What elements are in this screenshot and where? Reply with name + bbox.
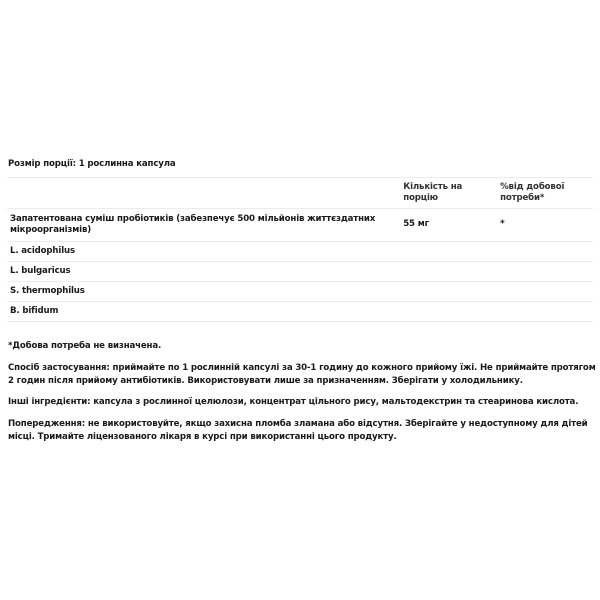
ingredient-name: S. thermophilus [10, 285, 85, 296]
ingredient-name: Запатентована суміш пробіотиків (забезпечує 500 мільйонів життєздатних мікроорганізмів) [10, 213, 376, 235]
usage-directions: Спосіб застосування: приймайте по 1 рослинній капсулі за 30-1 годину до кожного прийому їжі. Не приймайте протягом 2 годин після прийому антибіотиків. Використовувати лише за призначенням. Зберігати у холодильнику. [8, 363, 596, 386]
ingredient-amount [400, 262, 497, 282]
daily-value-footnote: *Добова потреба не визначена. [8, 341, 162, 351]
ingredient-amount: 55 мг [403, 219, 429, 230]
ingredient-dv [497, 282, 593, 302]
table-header-row [7, 178, 593, 209]
ingredient-dv [497, 242, 593, 262]
header-amount: Кількість на порцію [403, 181, 463, 203]
ingredient-dv [497, 302, 593, 322]
table-row [7, 209, 593, 242]
ingredient-name: B. bifidum [10, 305, 59, 316]
warning-text: Попередження: не використовуйте, якщо захисна пломба зламана або відсутня. Зберігайте у недоступному для дітей місці. Тримайте ліцензованого лікаря в курсі при використанні цього продукту. [8, 419, 588, 442]
ingredient-dv [497, 262, 593, 282]
header-daily-value: %від добової потреби* [500, 181, 565, 203]
serving-size: Розмір порції: 1 рослинна капсула [8, 159, 176, 169]
table-row [7, 262, 593, 282]
ingredient-amount [400, 242, 497, 262]
other-ingredients: Інші інгредієнти: капсула з рослинної целюлози, концентрат цільного рису, мальтодекстрин та стеаринова кислота. [8, 397, 579, 407]
table-row [7, 242, 593, 262]
table-row [7, 282, 593, 302]
header-name [7, 178, 400, 209]
table-row [7, 302, 593, 322]
ingredient-amount [400, 302, 497, 322]
ingredient-name: L. bulgaricus [10, 265, 71, 276]
nutrition-table [7, 177, 593, 322]
ingredient-amount [400, 282, 497, 302]
ingredient-name: L. acidophilus [10, 245, 75, 256]
ingredient-dv: * [500, 219, 505, 230]
